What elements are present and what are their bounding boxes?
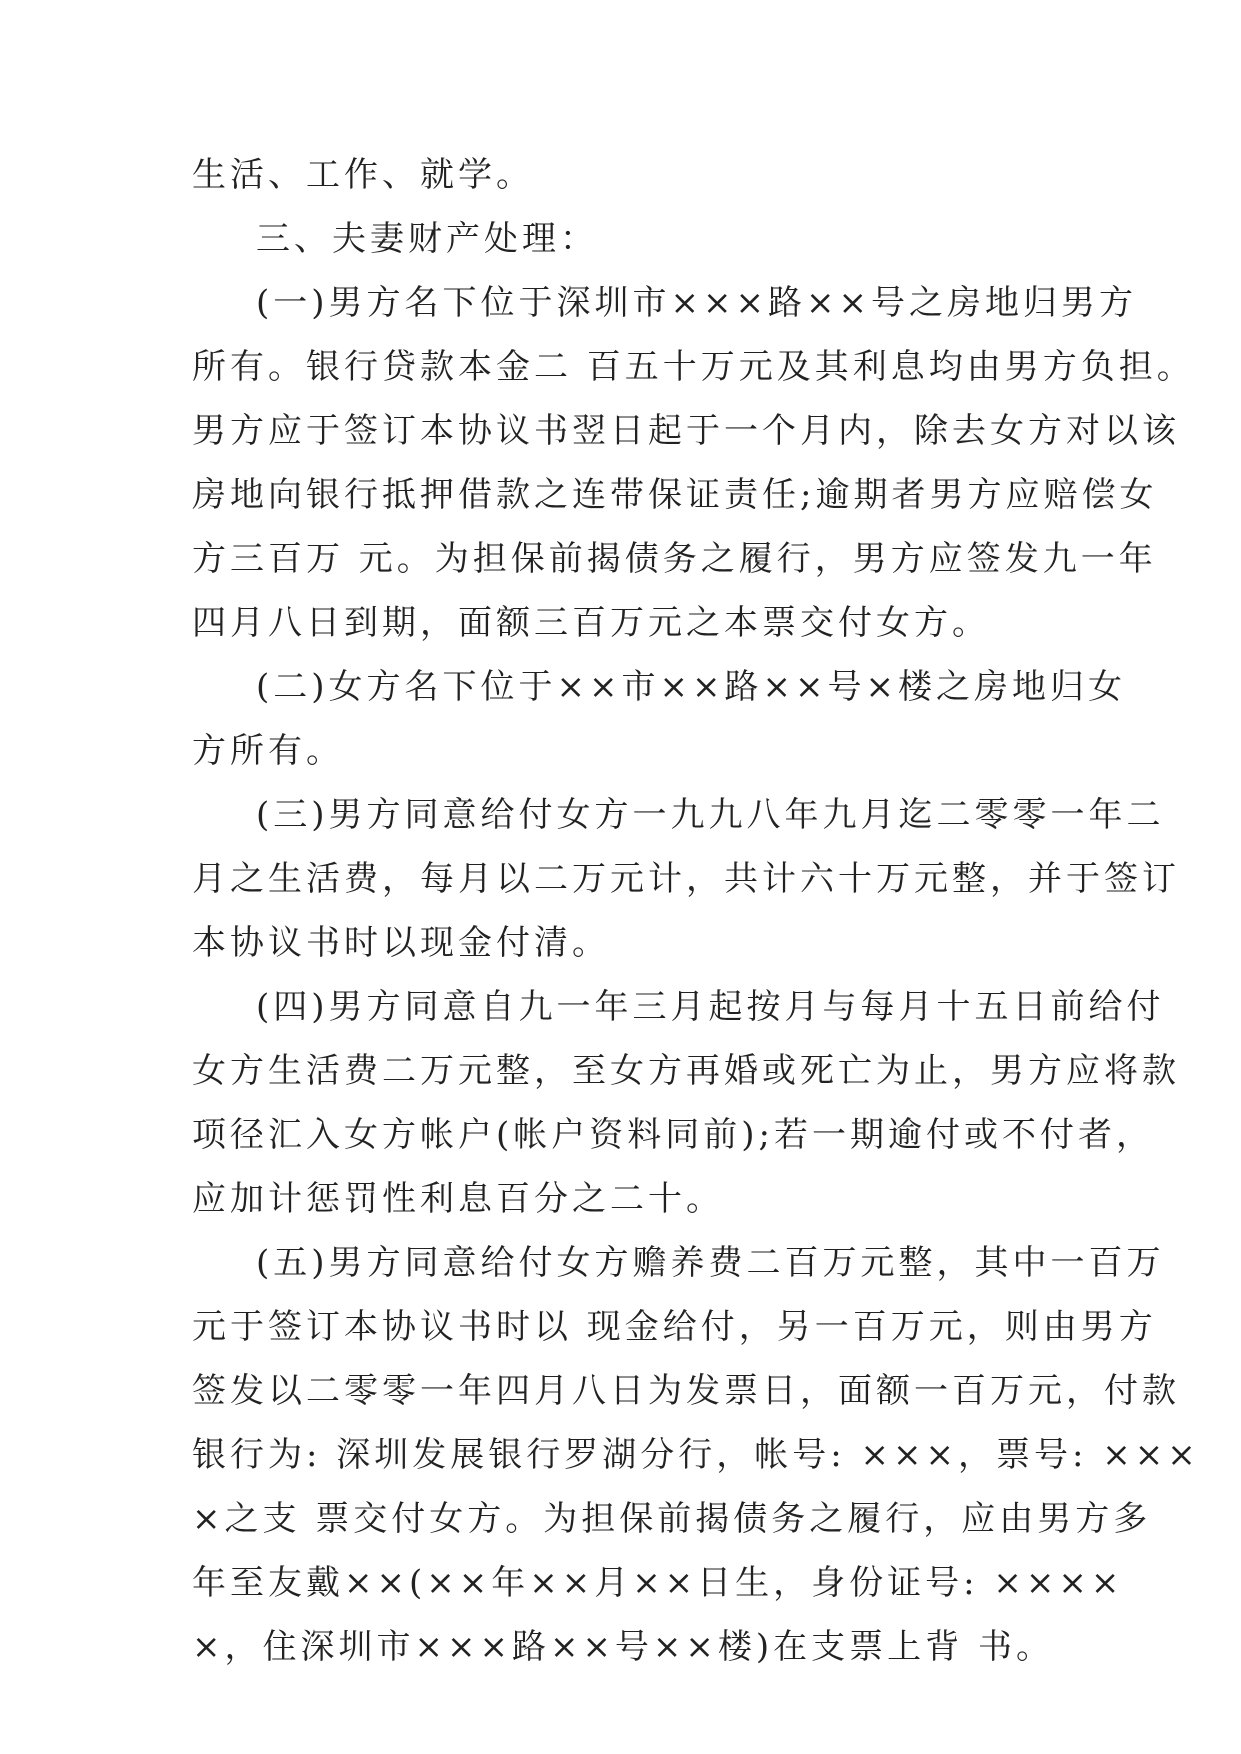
clause-4-line: (四)男方同意自九一年三月起按月与每月十五日前给付 [256, 987, 1165, 1027]
text-line-continuation: 生活、工作、就学。 [192, 155, 534, 195]
clause-3-line: (三)男方同意给付女方一九九八年九月迄二零零一年二 [256, 795, 1165, 835]
document-body [192, 155, 1200, 1694]
clause-4-line: 应加计惩罚性利息百分之二十。 [192, 1179, 724, 1219]
clause-3-line: 月之生活费，每月以二万元计，共计六十万元整，并于签订 [192, 859, 1180, 899]
clause-4-line: 女方生活费二万元整，至女方再婚或死亡为止，男方应将款 [192, 1051, 1180, 1091]
section-heading-property: 三、夫妻财产处理： [256, 219, 598, 259]
clause-1-line: 四月八日到期，面额三百万元之本票交付女方。 [192, 603, 990, 643]
clause-5-line: 元于签订本协议书时以 现金给付，另一百万元，则由男方 [192, 1307, 1157, 1347]
clause-1-line: 男方应于签订本协议书翌日起于一个月内，除去女方对以该 [192, 411, 1180, 451]
clause-5-line: (五)男方同意给付女方赡养费二百万元整，其中一百万 [256, 1243, 1165, 1283]
clause-1-line: (一)男方名下位于深圳市×××路××号之房地归男方 [256, 283, 1137, 323]
clause-2-line: (二)女方名下位于××市××路××号×楼之房地归女 [256, 667, 1126, 707]
clause-1-line: 方三百万 元。为担保前揭债务之履行，男方应签发九一年 [192, 539, 1157, 579]
clause-1-line: 房地向银行抵押借款之连带保证责任;逾期者男方应赔偿女 [192, 475, 1158, 515]
clause-3-line: 本协议书时以现金付清。 [192, 923, 610, 963]
clause-5-line: 银行为: 深圳发展银行罗湖分行，帐号: ×××，票号: ××× [192, 1435, 1200, 1475]
clause-1-line: 所有。银行贷款本金二 百五十万元及其利息均由男方负担。 [192, 347, 1195, 387]
clause-5-line: 签发以二零零一年四月八日为发票日，面额一百万元，付款 [192, 1371, 1180, 1411]
clause-5-line: 年至友戴××(××年××月××日生，身份证号: ×××× [192, 1563, 1124, 1603]
clause-5-line: ×之支 票交付女方。为担保前揭债务之履行，应由男方多 [192, 1499, 1152, 1539]
clause-4-line: 项径汇入女方帐户(帐户资料同前);若一期逾付或不付者， [192, 1115, 1154, 1155]
clause-5-line: ×，住深圳市×××路××号××楼)在支票上背 书。 [192, 1627, 1054, 1667]
clause-2-line: 方所有。 [192, 731, 344, 771]
